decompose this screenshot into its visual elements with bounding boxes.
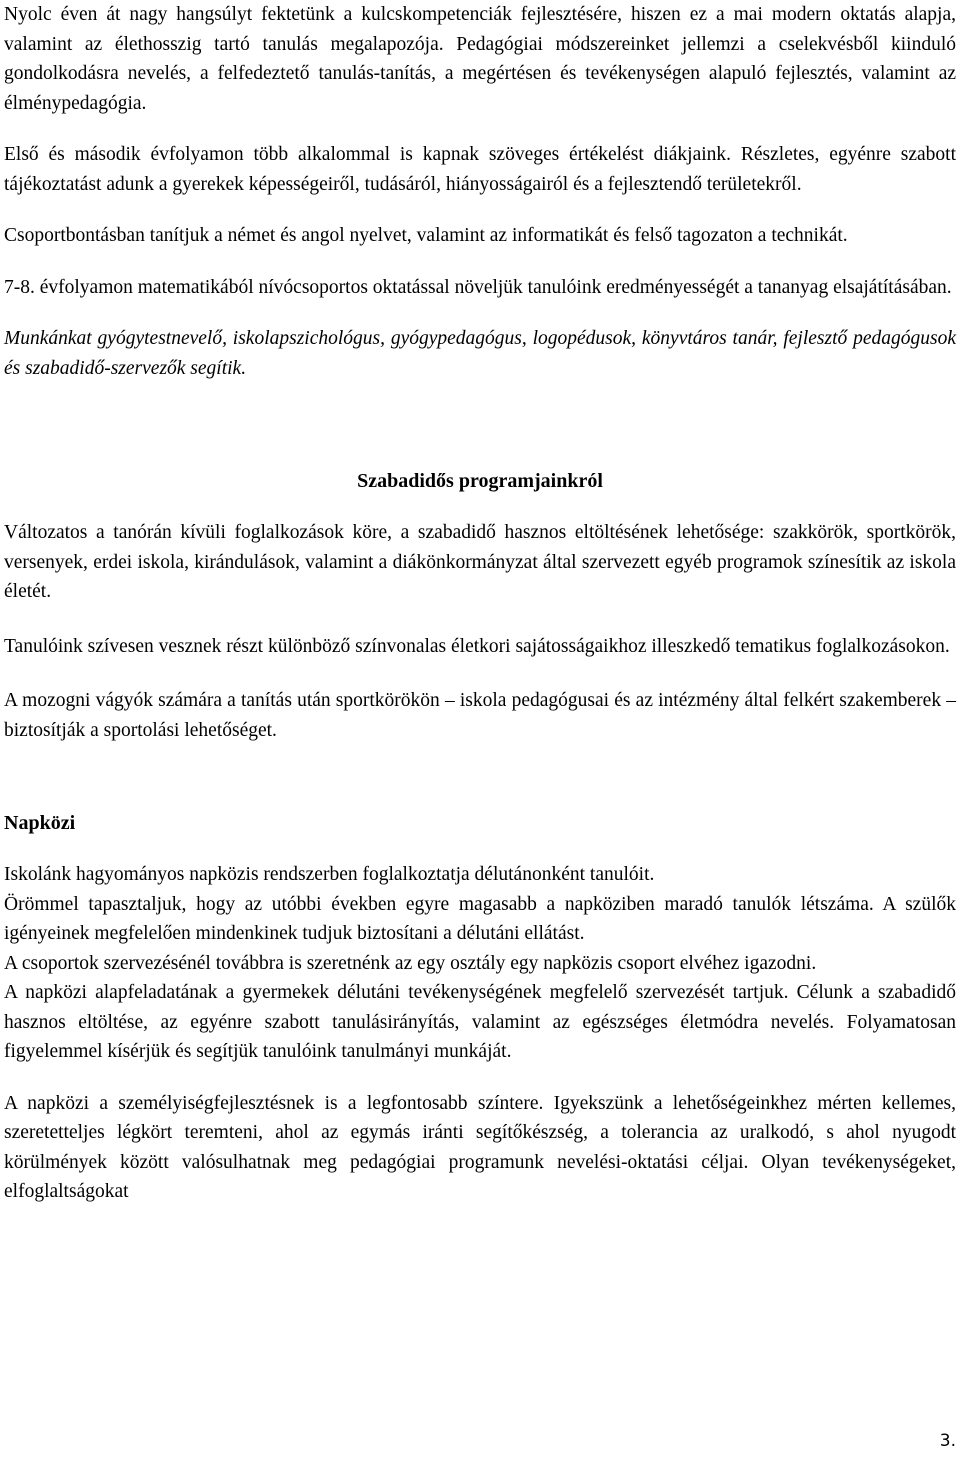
paragraph-thematic-sessions: Tanulóink szívesen vesznek részt különböző színvonalas életkori sajátosságaikhoz illeszkedő tematikus foglalkozásokon.	[4, 635, 950, 657]
paragraph-support-staff: Munkánkat gyógytestnevelő, iskolapszichológus, gyógypedagógus, logopédusok, könyvtáros tanár, fejlesztő pedagógusok és szabadidő-szervezők segítik.	[4, 328, 956, 379]
paragraph-napkozi-tasks: A napközi alapfeladatának a gyermekek délutáni tevékenységének megfelelő szervezését tartjuk. Célunk a szabadidő hasznos eltöltése, az egyénre szabott tanulásirányítás, valamint az egészséges életmódra nevelés. Folyamatosan figyelemmel kísérjük és segítjük tanulóink tanulmányi munkáját.	[4, 982, 956, 1062]
paragraph-text-evaluation: Első és második évfolyamon több alkalommal is kapnak szöveges értékelést diákjaink. Részletes, egyénre szabott tájékoztatást adunk a gyerekek képességeiről, tudásáról, hiányosságairól és a fejlesztendő területekről.	[4, 144, 956, 195]
paragraph-group-teaching: Csoportbontásban tanítjuk a német és angol nyelvet, valamint az informatikát és felső tagozaton a technikát.	[4, 225, 848, 246]
paragraph-key-competencies: Nyolc éven át nagy hangsúlyt fektetünk a kulcskompetenciák fejlesztésére, hiszen ez a mai modern oktatás alapja, valamint az élethosszig tartó tanulás megalapozója. Pedagógiai módszereinket jellemzi a cselekvésből kiinduló gondolkodásra nevelés, a felfedeztető tanulás-tanítás, a megértésen és tevékenységen alapuló fejlesztés, valamint az élménypedagógia.	[4, 4, 956, 114]
section-title-napkozi: Napközi	[4, 812, 76, 834]
document-page	[4, 0, 956, 1207]
paragraph-napkozi-growth: Örömmel tapasztaljuk, hogy az utóbbi években egyre magasabb a napköziben maradó tanulók létszáma. A szülők igényeinek megfelelően mindenkinek tudjuk biztosítani a délutáni ellátást.	[4, 893, 956, 944]
paragraph-napkozi-personality: A napközi a személyiségfejlesztésnek is a legfontosabb színtere. Igyekszünk a lehetőségeinkhez mérten kellemes, szeretetteljes légkört teremteni, ahol az egymás iránti segítőkészség, a tolerancia az uralkodó, s ahol nyugodt körülmények között valósulhatnak meg pedagógiai programunk nevelési-oktatási céljai. Olyan tevékenységeket, elfoglaltságokat	[4, 1092, 956, 1202]
paragraph-napkozi-groups: A csoportok szervezésénél továbbra is szeretnénk az egy osztály egy napközis csoport elvéhez igazodni.	[4, 952, 817, 974]
section-title-free-time: Szabadidős programjainkról	[357, 470, 603, 492]
paragraph-napkozi-intro: Iskolánk hagyományos napközis rendszerben foglalkoztatja délutánonként tanulóit.	[4, 864, 655, 885]
paragraph-math-levels: 7-8. évfolyamon matematikából nívócsoportos oktatással növeljük tanulóink eredményességét a tananyag elsajátításában.	[4, 276, 952, 298]
paragraph-free-time-activities: Változatos a tanórán kívüli foglalkozások köre, a szabadidő hasznos eltöltésének lehetősége: szakkörök, sportkörök, versenyek, erdei iskola, kirándulások, valamint a diákönkormányzat által szervezett egyéb programok színesítik az iskola életét.	[4, 522, 956, 602]
page-number: 3.	[939, 1431, 956, 1451]
paragraph-sports-clubs: A mozogni vágyók számára a tanítás után sportkörökön – iskola pedagógusai és az intézmény által felkért szakemberek – biztosítják a sportolási lehetőséget.	[4, 690, 956, 741]
